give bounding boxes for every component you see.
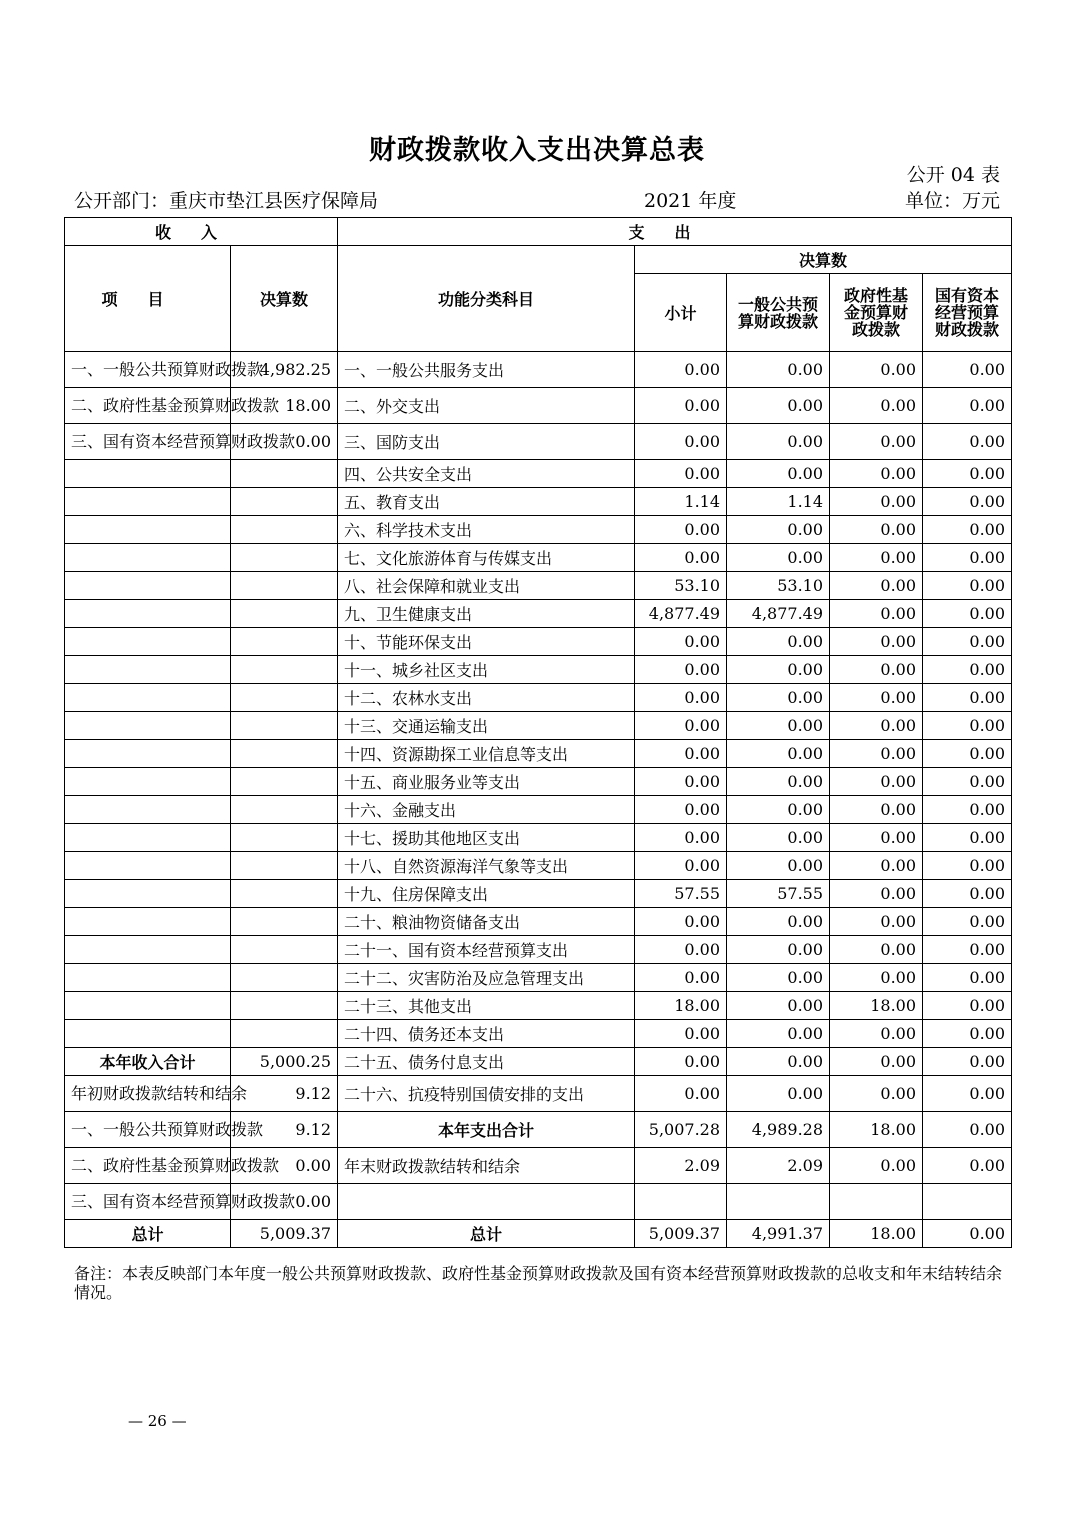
expense-category-cell: 九、卫生健康支出 — [338, 600, 635, 628]
income-item-cell: 总计 — [65, 1220, 231, 1248]
income-item-cell — [65, 1020, 231, 1048]
income-item-cell — [65, 796, 231, 824]
subtotal-cell: 5,009.37 — [635, 1220, 727, 1248]
gov-fund-cell: 0.00 — [830, 572, 923, 600]
income-header: 收入 — [65, 218, 338, 246]
subtotal-cell: 0.00 — [635, 908, 727, 936]
meta-row — [74, 186, 1000, 212]
state-capital-cell: 0.00 — [923, 352, 1012, 388]
table-row — [65, 684, 1012, 712]
income-item-cell — [65, 684, 231, 712]
subtotal-cell: 0.00 — [635, 656, 727, 684]
state-capital-cell: 0.00 — [923, 516, 1012, 544]
gov-fund-cell: 0.00 — [830, 712, 923, 740]
subtotal-cell: 0.00 — [635, 1020, 727, 1048]
income-amount-cell — [231, 992, 338, 1020]
general-budget-cell: 0.00 — [727, 852, 830, 880]
expense-category-cell: 二十六、抗疫特别国债安排的支出 — [338, 1076, 635, 1112]
gov-fund-cell: 0.00 — [830, 388, 923, 424]
gov-fund-cell: 0.00 — [830, 1048, 923, 1076]
general-budget-cell: 4,877.49 — [727, 600, 830, 628]
general-budget-cell: 1.14 — [727, 488, 830, 516]
unit-label: 单位：万元 — [904, 190, 1000, 212]
income-item-cell — [65, 628, 231, 656]
subtotal-cell: 0.00 — [635, 768, 727, 796]
gov-fund-cell: 0.00 — [830, 516, 923, 544]
state-capital-cell: 0.00 — [923, 712, 1012, 740]
income-item-cell — [65, 936, 231, 964]
income-item-cell — [65, 908, 231, 936]
table-row — [65, 572, 1012, 600]
expense-category-cell: 十六、金融支出 — [338, 796, 635, 824]
gov-fund-cell: 0.00 — [830, 936, 923, 964]
gov-fund-cell: 18.00 — [830, 1220, 923, 1248]
subtotal-cell: 0.00 — [635, 712, 727, 740]
income-item-cell — [65, 656, 231, 684]
income-item-cell — [65, 572, 231, 600]
gov-fund-cell: 0.00 — [830, 740, 923, 768]
expense-category-cell: 十一、城乡社区支出 — [338, 656, 635, 684]
general-budget-header: 一般公共预算财政拨款 — [727, 274, 830, 352]
expense-category-cell: 十三、交通运输支出 — [338, 712, 635, 740]
state-capital-cell: 0.00 — [923, 424, 1012, 460]
table-row — [65, 1076, 1012, 1112]
subtotal-cell: 0.00 — [635, 1076, 727, 1112]
expense-category-cell: 二十二、灾害防治及应急管理支出 — [338, 964, 635, 992]
category-header: 功能分类科目 — [338, 246, 635, 352]
subtotal-cell: 0.00 — [635, 1048, 727, 1076]
income-amount-cell: 0.00 — [231, 424, 338, 460]
gov-fund-cell: 0.00 — [830, 796, 923, 824]
subtotal-cell: 0.00 — [635, 796, 727, 824]
year-label: 2021 年度 — [644, 190, 737, 212]
income-amount-cell — [231, 628, 338, 656]
table-row — [65, 1112, 1012, 1148]
gov-fund-cell: 0.00 — [830, 880, 923, 908]
general-budget-cell: 0.00 — [727, 388, 830, 424]
income-item-cell: 年初财政拨款结转和结余 — [65, 1076, 231, 1112]
income-amount-cell — [231, 796, 338, 824]
subtotal-cell: 0.00 — [635, 740, 727, 768]
state-capital-cell: 0.00 — [923, 684, 1012, 712]
income-item-cell — [65, 880, 231, 908]
table-row — [65, 1184, 1012, 1220]
general-budget-cell: 4,991.37 — [727, 1220, 830, 1248]
income-item-cell: 二、政府性基金预算财政拨款 — [65, 388, 231, 424]
state-capital-cell — [923, 1184, 1012, 1220]
table-row — [65, 424, 1012, 460]
gov-fund-cell: 0.00 — [830, 1148, 923, 1184]
table-row — [65, 992, 1012, 1020]
income-amount-cell — [231, 908, 338, 936]
table-row — [65, 1220, 1012, 1248]
expense-category-cell: 五、教育支出 — [338, 488, 635, 516]
income-amount-cell: 18.00 — [231, 388, 338, 424]
general-budget-cell: 0.00 — [727, 424, 830, 460]
item-header: 项目 — [65, 246, 231, 352]
state-capital-cell: 0.00 — [923, 628, 1012, 656]
table-row — [65, 936, 1012, 964]
expense-header: 支出 — [338, 218, 1012, 246]
income-item-cell: 一、一般公共预算财政拨款 — [65, 352, 231, 388]
gov-fund-cell: 0.00 — [830, 908, 923, 936]
subtotal-header: 小计 — [635, 274, 727, 352]
general-budget-cell: 0.00 — [727, 824, 830, 852]
table-row — [65, 824, 1012, 852]
income-amount-cell — [231, 544, 338, 572]
income-item-cell: 一、一般公共预算财政拨款 — [65, 1112, 231, 1148]
income-item-cell — [65, 740, 231, 768]
expense-category-cell: 四、公共安全支出 — [338, 460, 635, 488]
general-budget-cell: 0.00 — [727, 684, 830, 712]
expense-category-cell: 七、文化旅游体育与传媒支出 — [338, 544, 635, 572]
general-budget-cell: 0.00 — [727, 796, 830, 824]
subtotal-cell: 4,877.49 — [635, 600, 727, 628]
gov-fund-cell: 0.00 — [830, 1020, 923, 1048]
amount-header: 决算数 — [231, 246, 338, 352]
expense-category-cell: 十八、自然资源海洋气象等支出 — [338, 852, 635, 880]
gov-fund-cell: 0.00 — [830, 460, 923, 488]
state-capital-cell: 0.00 — [923, 1112, 1012, 1148]
state-capital-cell: 0.00 — [923, 824, 1012, 852]
general-budget-cell: 0.00 — [727, 544, 830, 572]
state-capital-cell: 0.00 — [923, 1076, 1012, 1112]
income-amount-cell — [231, 964, 338, 992]
subtotal-cell: 57.55 — [635, 880, 727, 908]
table-row — [65, 628, 1012, 656]
expense-category-cell: 十九、住房保障支出 — [338, 880, 635, 908]
table-row — [65, 1148, 1012, 1184]
state-capital-cell: 0.00 — [923, 908, 1012, 936]
gov-fund-cell: 0.00 — [830, 544, 923, 572]
department-label: 公开部门：重庆市垫江县医疗保障局 — [74, 190, 379, 212]
general-budget-cell: 0.00 — [727, 1076, 830, 1112]
general-budget-cell: 0.00 — [727, 712, 830, 740]
expense-category-cell: 十、节能环保支出 — [338, 628, 635, 656]
income-amount-cell: 4,982.25 — [231, 352, 338, 388]
expense-category-cell: 八、社会保障和就业支出 — [338, 572, 635, 600]
expense-category-cell: 三、国防支出 — [338, 424, 635, 460]
gov-fund-cell: 0.00 — [830, 684, 923, 712]
income-item-cell — [65, 712, 231, 740]
state-capital-cell: 0.00 — [923, 852, 1012, 880]
state-capital-cell: 0.00 — [923, 796, 1012, 824]
state-capital-cell: 0.00 — [923, 600, 1012, 628]
general-budget-cell: 0.00 — [727, 628, 830, 656]
state-capital-cell: 0.00 — [923, 656, 1012, 684]
income-item-cell — [65, 852, 231, 880]
income-amount-cell — [231, 824, 338, 852]
gov-fund-cell: 0.00 — [830, 768, 923, 796]
income-amount-cell — [231, 1020, 338, 1048]
income-amount-cell — [231, 852, 338, 880]
expense-category-cell: 本年支出合计 — [338, 1112, 635, 1148]
income-item-cell — [65, 544, 231, 572]
general-budget-cell: 0.00 — [727, 352, 830, 388]
table-row — [65, 740, 1012, 768]
gov-fund-cell: 0.00 — [830, 1076, 923, 1112]
expense-category-cell: 二十、粮油物资储备支出 — [338, 908, 635, 936]
expense-category-cell: 总计 — [338, 1220, 635, 1248]
gov-fund-cell: 0.00 — [830, 424, 923, 460]
table-row — [65, 516, 1012, 544]
table-row — [65, 908, 1012, 936]
gov-fund-cell: 0.00 — [830, 352, 923, 388]
expense-category-cell: 十二、农林水支出 — [338, 684, 635, 712]
table-row — [65, 964, 1012, 992]
state-capital-cell: 0.00 — [923, 1048, 1012, 1076]
gov-fund-cell: 18.00 — [830, 1112, 923, 1148]
state-capital-header: 国有资本经营预算财政拨款 — [923, 274, 1012, 352]
income-item-cell — [65, 768, 231, 796]
table-row — [65, 656, 1012, 684]
table-row — [65, 880, 1012, 908]
subtotal-cell: 0.00 — [635, 964, 727, 992]
general-budget-cell: 4,989.28 — [727, 1112, 830, 1148]
income-amount-cell — [231, 768, 338, 796]
income-item-cell: 本年收入合计 — [65, 1048, 231, 1076]
subtotal-cell: 0.00 — [635, 516, 727, 544]
general-budget-cell: 0.00 — [727, 460, 830, 488]
income-item-cell — [65, 600, 231, 628]
income-item-cell: 三、国有资本经营预算财政拨款 — [65, 1184, 231, 1220]
income-amount-cell — [231, 460, 338, 488]
income-item-cell — [65, 460, 231, 488]
expense-category-cell: 六、科学技术支出 — [338, 516, 635, 544]
income-item-cell — [65, 488, 231, 516]
state-capital-cell: 0.00 — [923, 544, 1012, 572]
income-amount-cell — [231, 684, 338, 712]
subtotal-cell: 0.00 — [635, 936, 727, 964]
gov-fund-cell: 0.00 — [830, 824, 923, 852]
subtotal-cell: 0.00 — [635, 852, 727, 880]
subtotal-cell: 5,007.28 — [635, 1112, 727, 1148]
state-capital-cell: 0.00 — [923, 880, 1012, 908]
subtotal-cell: 53.10 — [635, 572, 727, 600]
state-capital-cell: 0.00 — [923, 460, 1012, 488]
gov-fund-cell: 0.00 — [830, 600, 923, 628]
state-capital-cell: 0.00 — [923, 388, 1012, 424]
expense-category-cell: 十五、商业服务业等支出 — [338, 768, 635, 796]
table-row — [65, 852, 1012, 880]
income-item-cell — [65, 824, 231, 852]
gov-fund-cell: 0.00 — [830, 852, 923, 880]
general-budget-cell: 0.00 — [727, 992, 830, 1020]
subtotal-cell — [635, 1184, 727, 1220]
income-amount-cell: 5,000.25 — [231, 1048, 338, 1076]
table-row — [65, 796, 1012, 824]
gov-fund-cell — [830, 1184, 923, 1220]
income-amount-cell — [231, 516, 338, 544]
expense-category-cell: 二、外交支出 — [338, 388, 635, 424]
gov-fund-cell: 0.00 — [830, 628, 923, 656]
subtotal-cell: 0.00 — [635, 424, 727, 460]
table-row — [65, 1020, 1012, 1048]
general-budget-cell: 0.00 — [727, 936, 830, 964]
income-amount-cell — [231, 712, 338, 740]
general-budget-cell: 57.55 — [727, 880, 830, 908]
income-amount-cell: 0.00 — [231, 1184, 338, 1220]
expense-category-cell: 二十三、其他支出 — [338, 992, 635, 1020]
general-budget-cell: 0.00 — [727, 908, 830, 936]
income-amount-cell: 9.12 — [231, 1076, 338, 1112]
expense-category-cell: 十四、资源勘探工业信息等支出 — [338, 740, 635, 768]
income-amount-cell — [231, 600, 338, 628]
general-budget-cell: 0.00 — [727, 1048, 830, 1076]
general-budget-cell: 0.00 — [727, 768, 830, 796]
income-item-cell — [65, 516, 231, 544]
final-header: 决算数 — [635, 246, 1012, 274]
budget-table — [64, 217, 1012, 1248]
gov-fund-cell: 0.00 — [830, 656, 923, 684]
state-capital-cell: 0.00 — [923, 1220, 1012, 1248]
gov-fund-cell: 0.00 — [830, 964, 923, 992]
table-body — [65, 352, 1012, 1248]
income-item-cell: 三、国有资本经营预算财政拨款 — [65, 424, 231, 460]
general-budget-cell: 0.00 — [727, 656, 830, 684]
income-amount-cell — [231, 740, 338, 768]
subtotal-cell: 0.00 — [635, 544, 727, 572]
page-number: — 26 — — [128, 1412, 187, 1430]
table-row — [65, 488, 1012, 516]
income-amount-cell: 9.12 — [231, 1112, 338, 1148]
table-row — [65, 460, 1012, 488]
expense-category-cell: 二十五、债务付息支出 — [338, 1048, 635, 1076]
general-budget-cell: 0.00 — [727, 516, 830, 544]
income-amount-cell — [231, 488, 338, 516]
income-amount-cell: 0.00 — [231, 1148, 338, 1184]
state-capital-cell: 0.00 — [923, 768, 1012, 796]
table-row — [65, 712, 1012, 740]
income-item-cell — [65, 992, 231, 1020]
state-capital-cell: 0.00 — [923, 488, 1012, 516]
expense-category-cell: 二十一、国有资本经营预算支出 — [338, 936, 635, 964]
subtotal-cell: 2.09 — [635, 1148, 727, 1184]
subtotal-cell: 0.00 — [635, 352, 727, 388]
subtotal-cell: 0.00 — [635, 684, 727, 712]
state-capital-cell: 0.00 — [923, 1020, 1012, 1048]
income-item-cell: 二、政府性基金预算财政拨款 — [65, 1148, 231, 1184]
footnote: 备注：本表反映部门本年度一般公共预算财政拨款、政府性基金预算财政拨款及国有资本经营预算财政拨款的总收支和年末结转结余情况。 — [74, 1264, 1003, 1302]
general-budget-cell: 0.00 — [727, 1020, 830, 1048]
general-budget-cell: 0.00 — [727, 964, 830, 992]
state-capital-cell: 0.00 — [923, 572, 1012, 600]
page-title: 财政拨款收入支出决算总表 — [369, 135, 705, 166]
subtotal-cell: 0.00 — [635, 824, 727, 852]
expense-category-cell: 年末财政拨款结转和结余 — [338, 1148, 635, 1184]
subtotal-cell: 18.00 — [635, 992, 727, 1020]
expense-category-cell — [338, 1184, 635, 1220]
table-row — [65, 544, 1012, 572]
general-budget-cell: 53.10 — [727, 572, 830, 600]
state-capital-cell: 0.00 — [923, 964, 1012, 992]
income-amount-cell — [231, 656, 338, 684]
form-number: 公开 04 表 — [906, 164, 1000, 186]
gov-fund-cell: 18.00 — [830, 992, 923, 1020]
subtotal-cell: 0.00 — [635, 388, 727, 424]
subtotal-cell: 1.14 — [635, 488, 727, 516]
state-capital-cell: 0.00 — [923, 936, 1012, 964]
table-row — [65, 768, 1012, 796]
general-budget-cell: 0.00 — [727, 740, 830, 768]
income-amount-cell — [231, 880, 338, 908]
state-capital-cell: 0.00 — [923, 740, 1012, 768]
table-row — [65, 600, 1012, 628]
expense-category-cell: 十七、援助其他地区支出 — [338, 824, 635, 852]
income-amount-cell — [231, 936, 338, 964]
income-item-cell — [65, 964, 231, 992]
expense-category-cell: 二十四、债务还本支出 — [338, 1020, 635, 1048]
state-capital-cell: 0.00 — [923, 1148, 1012, 1184]
table-row — [65, 352, 1012, 388]
income-amount-cell: 5,009.37 — [231, 1220, 338, 1248]
table-row — [65, 388, 1012, 424]
general-budget-cell: 2.09 — [727, 1148, 830, 1184]
subtotal-cell: 0.00 — [635, 628, 727, 656]
state-capital-cell: 0.00 — [923, 992, 1012, 1020]
gov-fund-header: 政府性基金预算财政拨款 — [830, 274, 923, 352]
table-row — [65, 1048, 1012, 1076]
expense-category-cell: 一、一般公共服务支出 — [338, 352, 635, 388]
subtotal-cell: 0.00 — [635, 460, 727, 488]
general-budget-cell — [727, 1184, 830, 1220]
gov-fund-cell: 0.00 — [830, 488, 923, 516]
income-amount-cell — [231, 572, 338, 600]
